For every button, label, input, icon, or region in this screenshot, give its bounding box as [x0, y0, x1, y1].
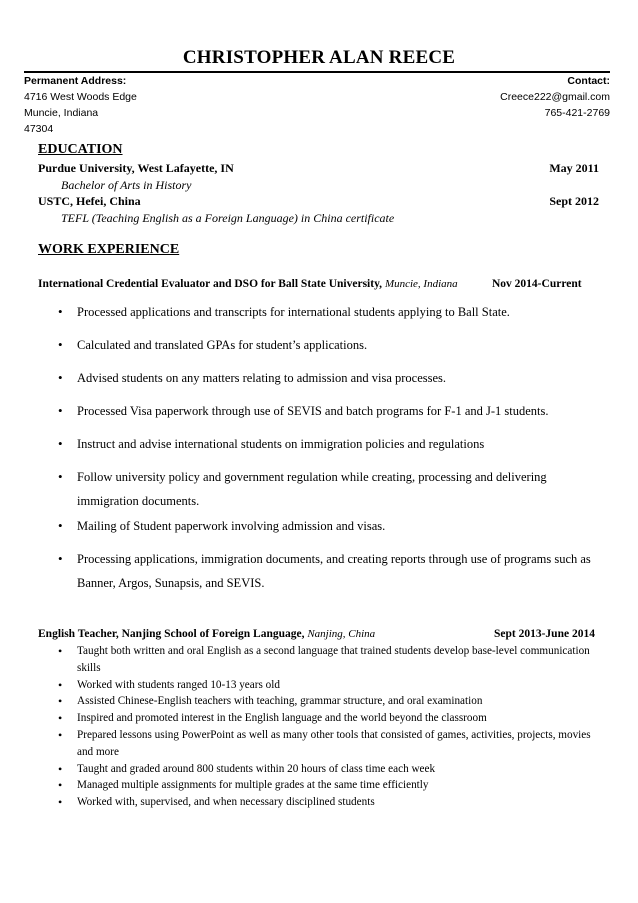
job-position: International Credential Evaluator and DSO for Ball State University,	[38, 278, 383, 290]
address-line: Muncie, Indiana	[24, 107, 99, 119]
permanent-address-block	[24, 73, 137, 137]
list-item: • Follow university policy and government regulation while creating, processing and delivering immigration documents.	[58, 465, 603, 513]
list-item: • Instruct and advise international students on immigration policies and regulations	[58, 432, 603, 456]
resume-name: CHRISTOPHER ALAN REECE	[182, 47, 456, 68]
list-item: • Advised students on any matters relating to admission and visa processes.	[58, 366, 603, 390]
list-item: • Calculated and translated GPAs for student’s applications.	[58, 333, 603, 357]
job-duties-list	[58, 643, 603, 811]
job-date: Nov 2014-Current	[492, 278, 582, 290]
list-item: • Processing applications, immigration documents, and creating reports through use of programs such as Banner, Argos, Sunapsis, and SEVIS.	[58, 547, 603, 595]
education-school: USTC, Hefei, China	[38, 194, 141, 208]
education-date: Sept 2012	[549, 194, 599, 208]
list-item: • Taught both written and oral English as a second language that trained students develop base-level communication skills	[58, 643, 603, 677]
address-line: 47304	[24, 123, 54, 135]
list-item: • Processed Visa paperwork through use of SEVIS and batch programs for F-1 and J-1 students.	[58, 399, 603, 423]
list-item: • Inspired and promoted interest in the English language and the world beyond the classroom	[58, 710, 603, 727]
list-item: • Managed multiple assignments for multiple grades at the same time efficiently	[58, 777, 603, 794]
education-entry	[38, 161, 599, 176]
contact-label: Contact:	[567, 75, 610, 87]
list-item: • Worked with students ranged 10-13 years old	[58, 677, 603, 694]
education-detail: TEFL (Teaching English as a Foreign Language) in China certificate	[61, 211, 395, 225]
job-title	[38, 278, 458, 290]
job-location: Muncie, Indiana	[384, 278, 458, 290]
education-entry	[38, 194, 599, 209]
list-item: • Processed applications and transcripts for international students applying to Ball State.	[58, 300, 603, 324]
job-title	[38, 628, 375, 640]
job-position: English Teacher, Nanjing School of Foreign Language,	[38, 628, 305, 640]
address-label: Permanent Address:	[24, 75, 127, 87]
contact-email: Creece222@gmail.com	[500, 91, 610, 103]
list-item: • Mailing of Student paperwork involving admission and visas.	[58, 514, 603, 538]
list-item: • Worked with, supervised, and when necessary disciplined students	[58, 794, 603, 811]
contact-block	[500, 73, 610, 121]
list-item: • Taught and graded around 800 students within 20 hours of class time each week	[58, 761, 603, 778]
education-date: May 2011	[549, 161, 599, 175]
job-location: Nanjing, China	[307, 628, 376, 640]
job-date: Sept 2013-June 2014	[494, 628, 595, 640]
education-school: Purdue University, West Lafayette, IN	[38, 161, 234, 175]
contact-phone: 765-421-2769	[544, 107, 610, 119]
work-experience-heading: WORK EXPERIENCE	[38, 242, 180, 257]
list-item: • Prepared lessons using PowerPoint as well as many other tools that consisted of games, activities, projects, movies and more	[58, 727, 603, 761]
education-heading: EDUCATION	[38, 142, 123, 157]
education-detail: Bachelor of Arts in History	[61, 178, 192, 192]
job-duties-list	[58, 300, 603, 595]
address-line: 4716 West Woods Edge	[24, 91, 137, 103]
list-item: • Assisted Chinese-English teachers with teaching, grammar structure, and oral examination	[58, 693, 603, 710]
